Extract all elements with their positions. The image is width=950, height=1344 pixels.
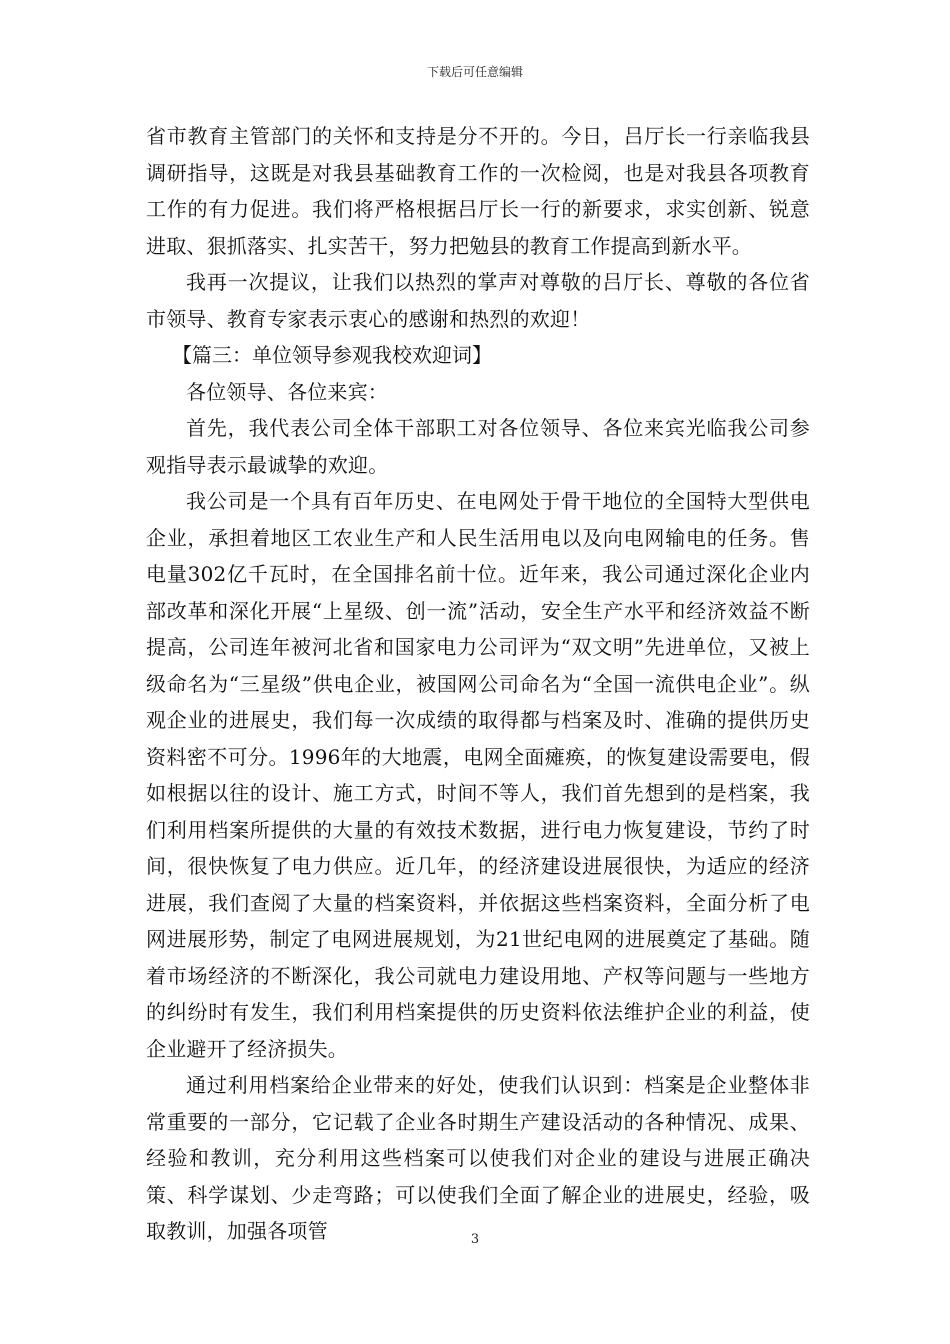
section-heading: 【篇三：单位领导参观我校欢迎词】 [172, 343, 492, 367]
page-header: 下载后可任意编辑 [426, 65, 523, 79]
paragraph-salutation: 各位领导、各位来宾： [186, 379, 388, 404]
page-number: 3 [470, 1232, 480, 1247]
paragraph-welcome: 首先，我代表公司全体干部职工对各位领导、各位来宾光临我公司参观指导表示最诚挚的欢迎。 [146, 416, 810, 477]
paragraph-archive-benefits: 通过利用档案给企业带来的好处，使我们认识到：档案是企业整体非常重要的一部分，它记载了企业各时期生产建设活动的各种情况、成果、经验和教训，充分利用这些档案可以使我们对企业的建设与进展正确决策、科学谋划、少走弯路；可以使我们全面了解企业的进展史，经验，吸取教训，加强各项管 [146, 1073, 810, 1243]
document-body [146, 118, 810, 1250]
paragraph-thanks: 我再一次提议，让我们以热烈的掌声对尊敬的吕厅长、尊敬的各位省市领导、教育专家表示衷心的感谢和热烈的欢迎！ [146, 270, 810, 331]
paragraph-continuation: 省市教育主管部门的关怀和支持是分不开的。今日，吕厅长一行亲临我县调研指导，这既是对我县基础教育工作的一次检阅，也是对我县各项教育工作的有力促进。我们将严格根据吕厅长一行的新要求，求实创新、锐意进取、狠抓落实、扎实苦干，努力把勉县的教育工作提高到新水平。 [146, 124, 810, 258]
paragraph-company-intro: 我公司是一个具有百年历史、在电网处于骨干地位的全国特大型供电企业，承担着地区工农业生产和人民生活用电以及向电网输电的任务。售电量302亿千瓦时，在全国排名前十位。近年来，我公司通过深化企业内部改革和深化开展“上星级、创一流”活动，安全生产水平和经济效益不断提高，公司连年被河北省和国家电力公司评为“双文明”先进单位，又被上级命名为“三星级”供电企业，被国网公司命名为“全国一流供电企业”。纵观企业的进展史，我们每一次成绩的取得都与档案及时、准确的提供历史资料密不可分。1996年的大地震，电网全面瘫痪，的恢复建设需要电，假如根据以往的设计、施工方式，时间不等人，我们首先想到的是档案，我们利用档案所提供的大量的有效技术数据，进行电力恢复建设，节约了时间，很快恢复了电力供应。近几年，的经济建设进展很快，为适应的经济进展，我们查阅了大量的档案资料，并依据这些档案资料，全面分析了电网进展形势，制定了电网进展规划，为21世纪电网的进展奠定了基础。随着市场经济的不断深化，我公司就电力建设用地、产权等问题与一些地方的纠纷时有发生，我们利用档案提供的历史资料依法维护企业的利益，使企业避开了经济损失。 [146, 489, 810, 1061]
